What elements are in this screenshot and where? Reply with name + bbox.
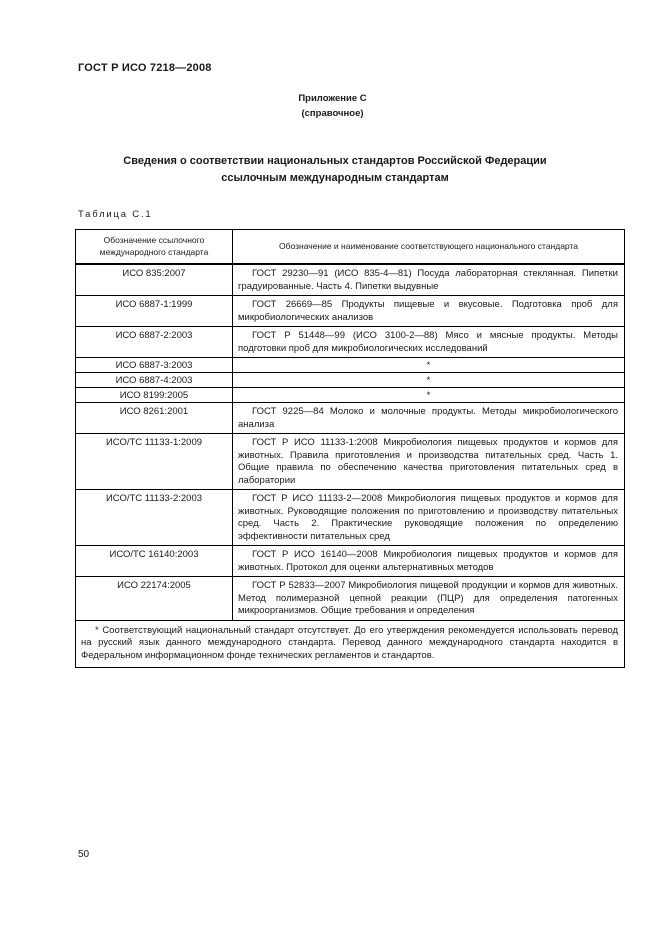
document-title-line2: ссылочным международным стандартам [221,172,449,184]
national-standard-header: Обозначение и наименование соответствующего национального стандарта [233,230,625,265]
appendix-block [75,91,590,121]
table-row [76,264,625,296]
national-standard-cell: * [233,373,625,388]
table-row [76,490,625,546]
intl-standard-cell: ИСО 6887-1:1999 [76,296,233,327]
table-footnote: * Соответствующий национальный стандарт отсутствует. До его утверждения рекомендуется использовать перевод на русский язык данного международного стандарта. Перевод данного международного стандарта находится в Федеральном информационном фонде технических регламентов и стандартов. [76,620,625,668]
page-number: 50 [78,849,90,860]
national-standard-cell: ГОСТ Р 52833—2007 Микробиология пищевой продукции и кормов для животных. Метод полимеразной цепной реакции (ПЦР) для определения патогенных микроорганизмов. Общие требования и определения [233,577,625,621]
table-row [76,296,625,327]
national-standard-cell: ГОСТ Р ИСО 16140—2008 Микробиология пищевых продуктов и кормов для животных. Протокол для оценки альтернативных методов [233,546,625,577]
national-standard-cell: ГОСТ Р ИСО 11133-1:2008 Микробиология пищевых продуктов и кормов для животных. Правила приготовления и производства питательных сред. Часть 1. Общие правила по обеспечению качества приготовления питательных сред в лаборатории [233,434,625,490]
table-row [76,403,625,434]
intl-standard-cell: ИСО 8199:2005 [76,388,233,403]
intl-standard-cell: ИСО 6887-2:2003 [76,327,233,358]
national-standard-cell: ГОСТ Р 51448—99 (ИСО 3100-2—88) Мясо и мясные продукты. Методы подготовки проб для микробиологических исследований [233,327,625,358]
document-title-line1: Сведения о соответствии национальных стандартов Российской Федерации [123,155,547,167]
table-row [76,358,625,373]
table-header-row [76,230,625,265]
intl-standard-cell: ИСО 22174:2005 [76,577,233,621]
table-row [76,577,625,621]
national-standard-cell: * [233,388,625,403]
intl-standard-cell: ИСО 8261:2001 [76,403,233,434]
national-standard-cell: * [233,358,625,373]
table-header [76,230,625,265]
intl-standard-cell: ИСО/ТС 16140:2003 [76,546,233,577]
table-footnote-row [76,620,625,668]
table-row [76,327,625,358]
standards-table [75,229,625,668]
intl-standard-cell: ИСО 6887-3:2003 [76,358,233,373]
national-standard-cell: ГОСТ Р ИСО 11133-2—2008 Микробиология пищевых продуктов и кормов для животных. Руководящие положения по приготовлению и производству питательных сред. Часть 2. Практические руководящие положения по определению эффективности питательных сред [233,490,625,546]
table-row [76,373,625,388]
appendix-label: Приложение С [298,93,367,104]
intl-standard-header: Обозначение ссылочного международного стандарта [76,230,233,265]
table-row [76,388,625,403]
table-row [76,546,625,577]
national-standard-cell: ГОСТ 9225—84 Молоко и молочные продукты. Методы микробиологического анализа [233,403,625,434]
document-title [75,153,595,187]
appendix-note: (справочное) [301,108,364,119]
national-standard-cell: ГОСТ 26669—85 Продукты пищевые и вкусовые. Подготовка проб для микробиологических анализов [233,296,625,327]
table-body [76,264,625,620]
table-caption: Таблица С.1 [78,209,153,220]
intl-standard-cell: ИСО/ТС 11133-1:2009 [76,434,233,490]
table-row [76,434,625,490]
intl-standard-cell: ИСО 6887-4:2003 [76,373,233,388]
national-standard-cell: ГОСТ 29230—91 (ИСО 835-4—81) Посуда лабораторная стеклянная. Пипетки градуированные. Часть 4. Пипетки выдувные [233,264,625,296]
table-footer [76,620,625,668]
intl-standard-cell: ИСО 835:2007 [76,264,233,296]
doc-header: ГОСТ Р ИСО 7218—2008 [78,62,212,74]
intl-standard-cell: ИСО/ТС 11133-2:2003 [76,490,233,546]
